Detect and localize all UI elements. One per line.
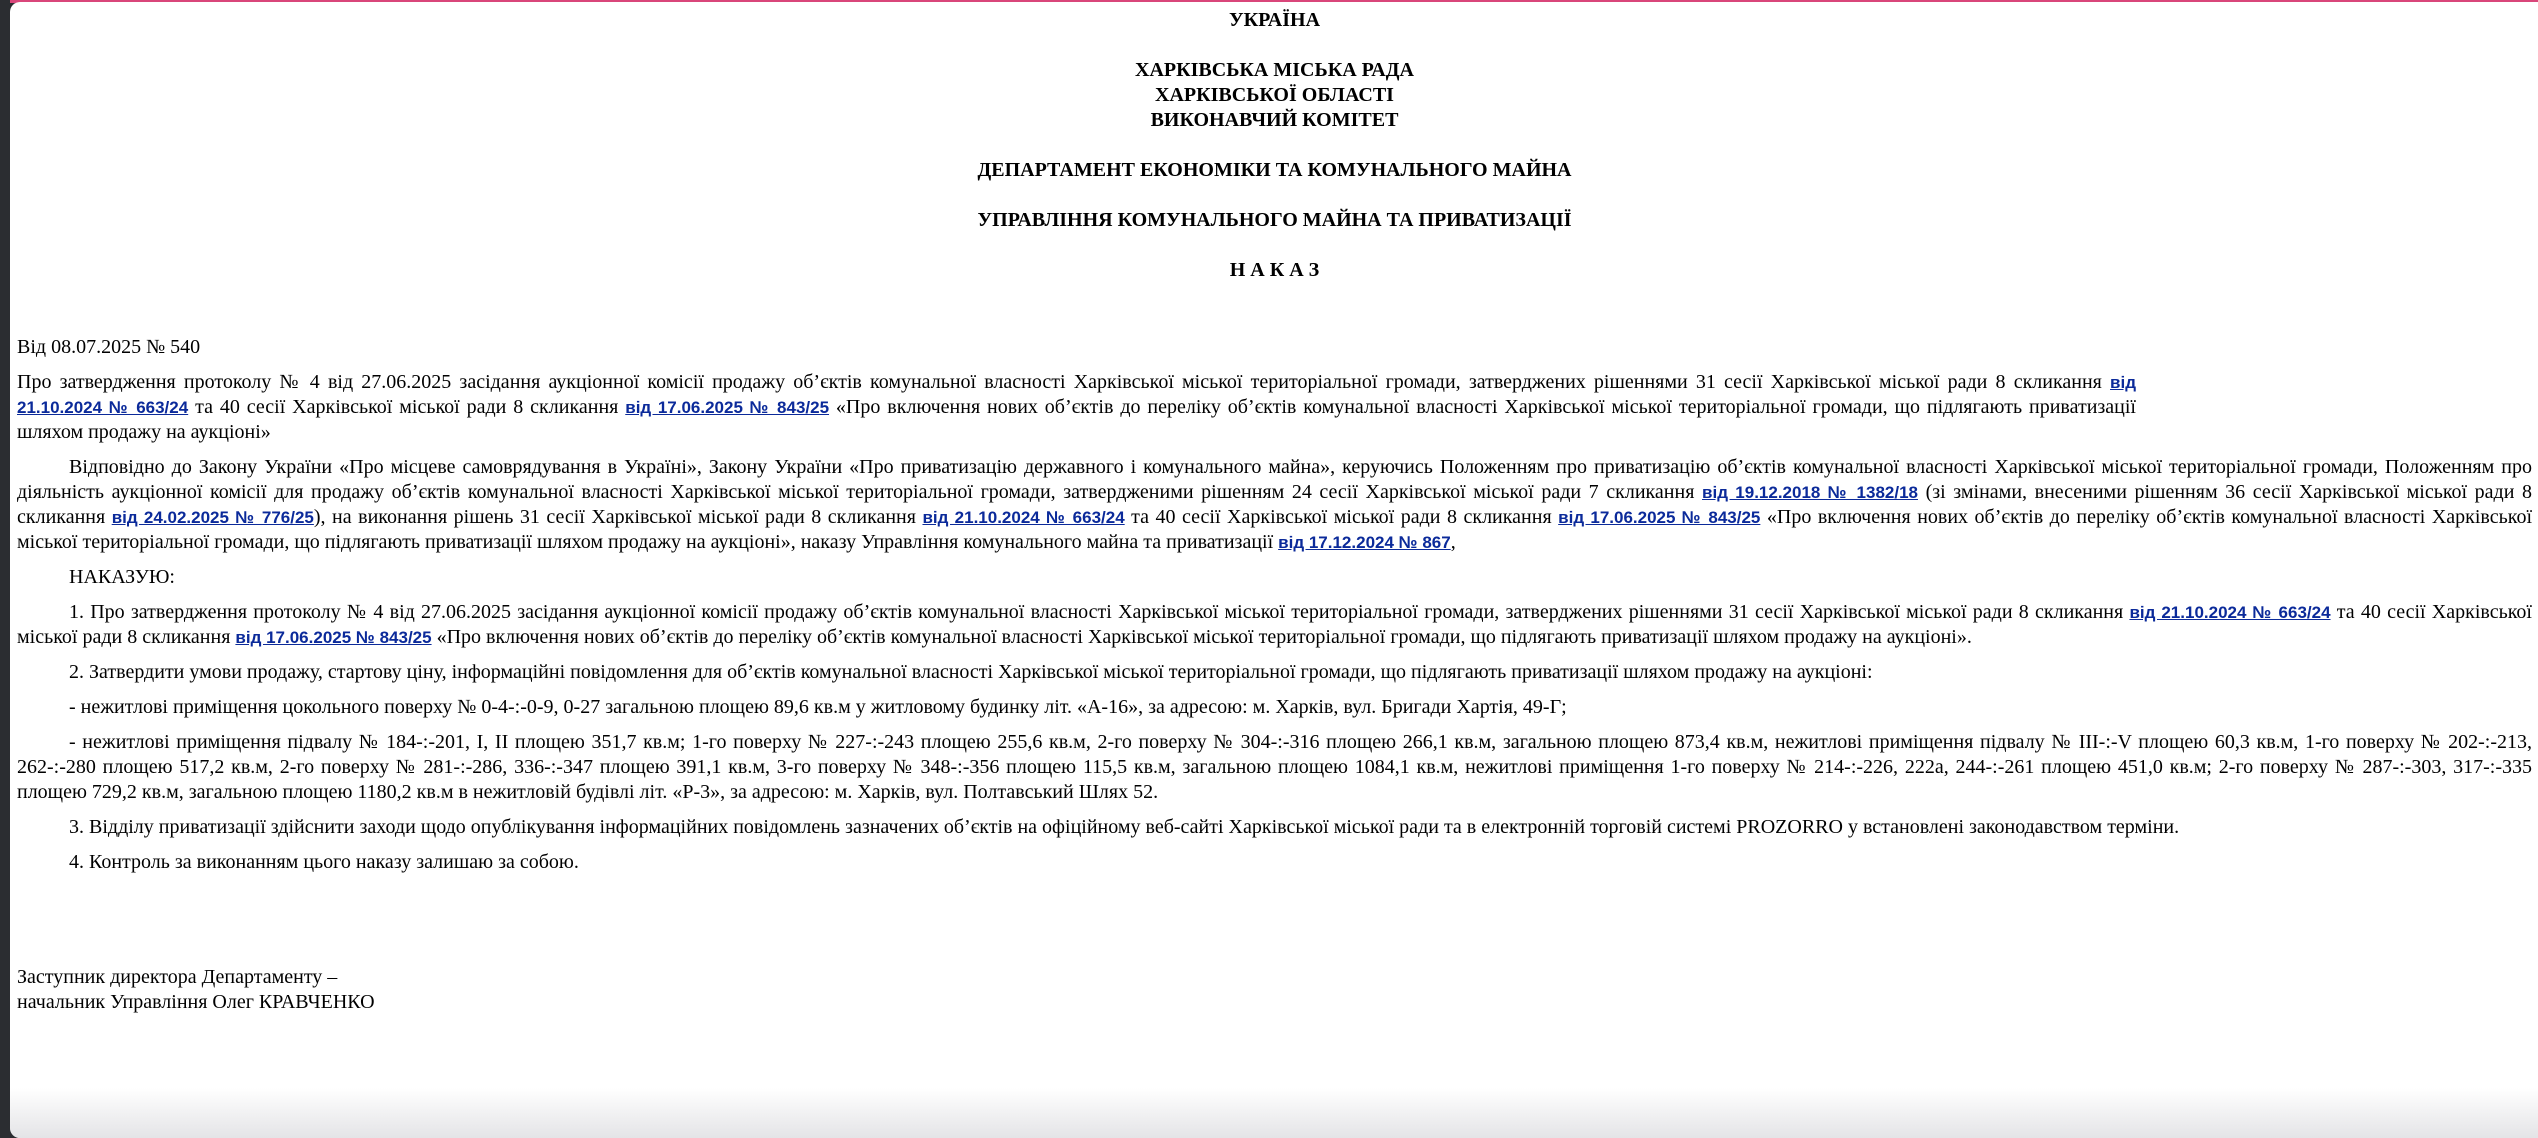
item1-text-3: «Про включення нових об’єктів до переліку об’єктів комунальної власності Харківської міської територіальної громади, що підлягають приватизації шляхом продажу на аукціоні». (431, 626, 1972, 648)
decision-link-663[interactable]: від 21.10.2024 № 663/24 (922, 508, 1125, 527)
order-document (17, 8, 2532, 1015)
basis-text-2: (зі змінами, внесеними рішенням 36 сесії Харківської міської ради 8 скликання (17, 481, 2533, 528)
committee-heading: ВИКОНАВЧИЙ КОМІТЕТ (1150, 109, 1399, 131)
object-item-1: - нежитлові приміщення цокольного поверху № 0-4-:-0-9, 0-27 загальною площею 89,6 кв.м у житловому будинку літ. «А-16», за адресою: м. Харків, вул. Бригади Хартія, 49-Г; (69, 696, 1567, 718)
window-bottom-shadow (10, 1088, 2538, 1138)
order-word: НАКАЗУЮ: (69, 566, 175, 588)
legal-basis-paragraph (17, 455, 2532, 555)
basis-text-6: , (1450, 531, 1456, 553)
signature-name-line: начальник Управління Олег КРАВЧЕНКО (17, 991, 375, 1013)
order-subject-paragraph (17, 370, 2136, 445)
document-type-heading: Н А К А З (1229, 259, 1320, 281)
order-item-4: 4. Контроль за виконанням цього наказу залишаю за собою. (69, 851, 579, 873)
directorate-heading: УПРАВЛІННЯ КОМУНАЛЬНОГО МАЙНА ТА ПРИВАТИЗАЦІЇ (977, 209, 1572, 231)
order-link-867[interactable]: від 17.12.2024 № 867 (1278, 533, 1451, 552)
document-page[interactable] (10, 2, 2538, 1138)
basis-text-5: «Про включення нових об’єктів до переліку об’єктів комунальної власності Харківської міської територіальної громади, що підлягають приватизації шляхом продажу на аукціоні», наказу Управління комунального майна та приватизації (17, 506, 2532, 553)
decision-link-843[interactable]: від 17.06.2025 № 843/25 (235, 628, 432, 647)
decision-link-843[interactable]: від 17.06.2025 № 843/25 (625, 398, 830, 417)
council-heading: ХАРКІВСЬКА МІСЬКА РАДА (1135, 59, 1414, 81)
decision-link-843[interactable]: від 17.06.2025 № 843/25 (1558, 508, 1761, 527)
window-left-edge (0, 0, 10, 1138)
decision-link-776[interactable]: від 24.02.2025 № 776/25 (111, 508, 314, 527)
subject-text-2: та 40 сесії Харківської міської ради 8 скликання (188, 396, 626, 418)
order-item-3: 3. Відділу приватизації здійснити заходи щодо опублікування інформаційних повідомлень зазначених об’єктів на офіційному веб-сайті Харківської міської ради та в електронній торговій системі PROZORRO у встановлені законодавством терміни. (69, 816, 2180, 838)
item1-text-2: та 40 сесії Харківської міської ради 8 скликання (17, 601, 2532, 648)
region-heading: ХАРКІВСЬКОЇ ОБЛАСТІ (1155, 84, 1394, 106)
object-item-2: - нежитлові приміщення підвалу № 184-:-201, I, II площею 351,7 кв.м; 1-го поверху № 227-:-243 площею 255,6 кв.м, 2-го поверху № 304-:-316 площею 266,1 кв.м, загальною площею 873,4 кв.м, нежитлові приміщення підвалу № III-:-V площею 60,3 кв.м, 1-го поверху № 202-:-213, 262-:-280 площею 517,2 кв.м, 2-го поверху № 281-:-286, 336-:-347 площею 391,1 кв.м, 3-го поверху № 348-:-356 площею 115,5 кв.м, загальною площею 1084,1 кв.м, нежитлові приміщення 1-го поверху № 214-:-226, 222а, 244-:-261 площею 451,0 кв.м; 2-го поверху № 287-:-303, 317-:-335 площею 729,2 кв.м, загальною площею 1180,2 кв.м в нежитловій будівлі літ. «Р-3», за адресою: м. Харків, вул. Полтавський Шлях 52. (17, 731, 2532, 803)
order-item-1 (17, 600, 2532, 650)
department-heading: ДЕПАРТАМЕНТ ЕКОНОМІКИ ТА КОМУНАЛЬНОГО МАЙНА (977, 159, 1572, 181)
decision-link-663[interactable]: від 21.10.2024 № 663/24 (2129, 603, 2331, 622)
signature-position-line: Заступник директора Департаменту – (17, 966, 338, 988)
decision-link-1382[interactable]: від 19.12.2018 № 1382/18 (1702, 483, 1918, 502)
decision-link-663[interactable]: від 21.10.2024 № 663/24 (17, 373, 2136, 417)
basis-text-3: ), на виконання рішень 31 сесії Харківської міської ради 8 скликання (313, 506, 923, 528)
subject-text-3: «Про включення нових об’єктів до переліку об’єктів комунальної власності Харківської міської територіальної громади, що підлягають приватизації шляхом продажу на аукціоні» (17, 396, 2136, 443)
country-heading: УКРАЇНА (1228, 9, 1321, 31)
basis-text-1: Відповідно до Закону України «Про місцеве самоврядування в Україні», Закону України «Про приватизацію державного і комунального майна», керуючись Положенням про приватизацію об’єктів комунальної власності Харківської міської територіальної громади, Положенням про діяльність аукціонної комісії для продажу об’єктів комунальної власності Харківської міської територіальної громади, затвердженими рішенням 24 сесії Харківської міської ради 7 скликання (17, 456, 2532, 503)
date-number-line: Від 08.07.2025 № 540 (17, 336, 201, 358)
basis-text-4: та 40 сесії Харківської міської ради 8 скликання (1124, 506, 1559, 528)
subject-text-1: Про затвердження протоколу № 4 від 27.06.2025 засідання аукціонної комісії продажу об’єктів комунальної власності Харківської міської територіальної громади, затверджених рішеннями 31 сесії Харківської міської ради 8 скликання (17, 371, 2111, 393)
item1-text-1: 1. Про затвердження протоколу № 4 від 27.06.2025 засідання аукціонної комісії продажу об’єктів комунальної власності Харківської міської територіальної громади, затверджених рішеннями 31 сесії Харківської міської ради 8 скликання (69, 601, 2130, 623)
order-item-2: 2. Затвердити умови продажу, стартову ціну, інформаційні повідомлення для об’єктів комунальної власності Харківської міської територіальної громади, що підлягають приватизації шляхом продажу на аукціоні: (69, 661, 1873, 683)
